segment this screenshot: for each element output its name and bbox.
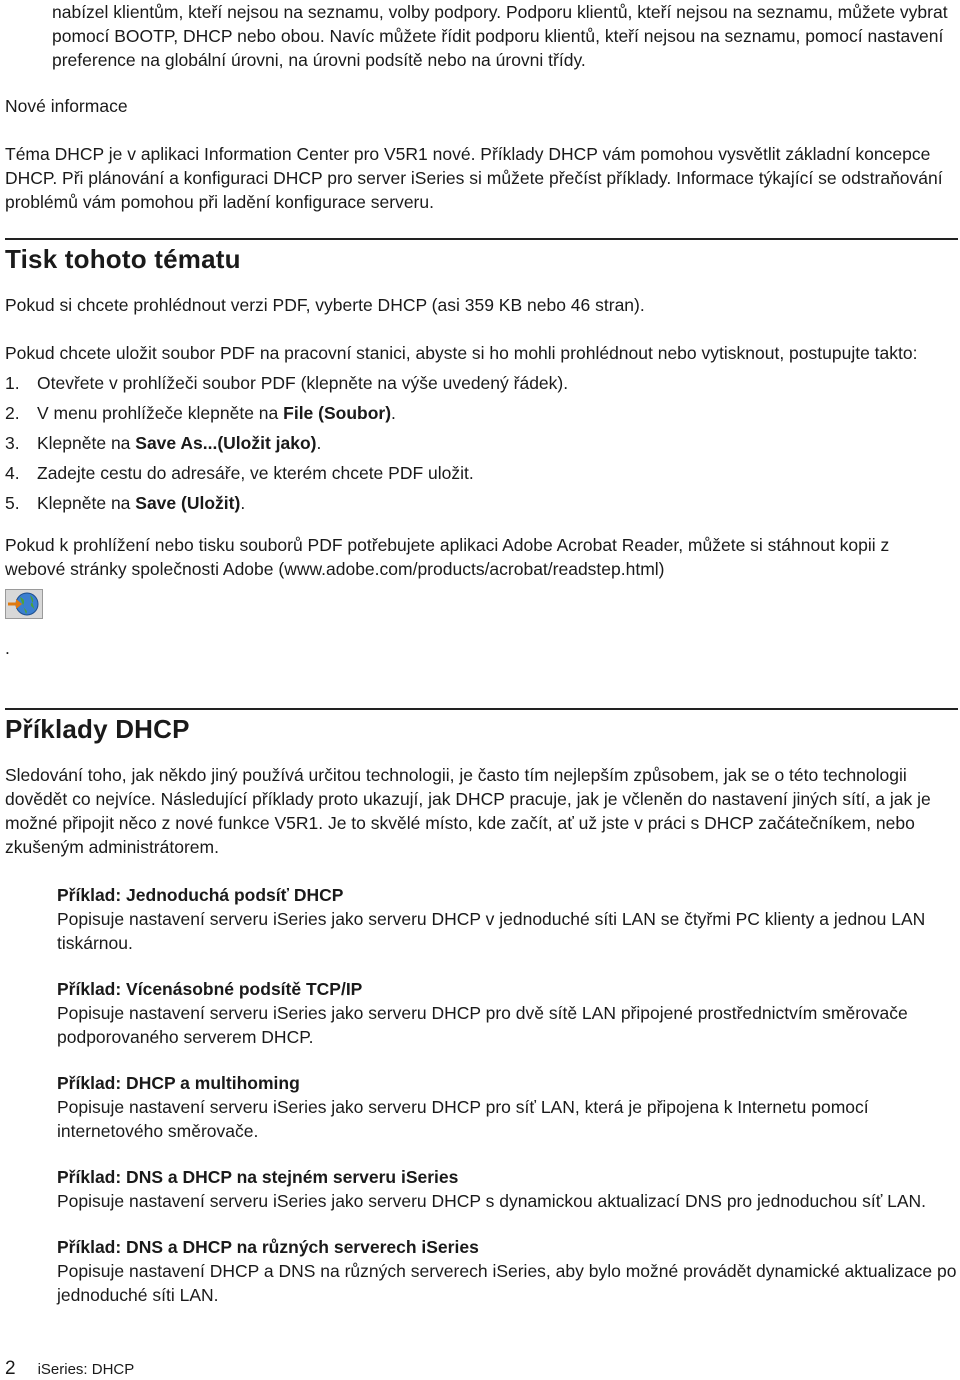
save-instructions-paragraph: Pokud chcete uložit soubor PDF na pracovní stanici, abyste si ho mohli prohlédnout nebo vytisknout, postupujte takto:: [5, 343, 918, 363]
step-text: [37, 491, 245, 515]
example-title-link[interactable]: Příklad: DNS a DHCP na různých serverech iSeries: [57, 1237, 479, 1257]
page-number: 2: [5, 1358, 16, 1379]
example-description: Popisuje nastavení serveru iSeries jako serveru DHCP pro dvě sítě LAN připojené prostřednictvím směrovače podporovaného serverem DHCP.: [57, 1003, 908, 1047]
news-paragraph: Téma DHCP je v aplikaci Information Center pro V5R1 nové. Příklady DHCP vám pomohou vysvětlit základní koncepce DHCP. Při plánování a konfiguraci DHCP pro server iSeries si můžete přečíst příklady. Informace týkající se odstraňování problémů vám pomohou při ladění konfigurace serveru.: [5, 144, 943, 212]
save-step: [5, 371, 958, 395]
example-item: [57, 1235, 957, 1307]
external-link-globe-icon[interactable]: [5, 589, 43, 619]
print-section: [5, 238, 958, 660]
step-text-plain: Zadejte cestu do adresáře, ve kterém chcete PDF uložit.: [37, 463, 474, 483]
step-text: [37, 371, 568, 395]
page-footer: [5, 1358, 134, 1380]
step-text-end: .: [240, 493, 246, 513]
step-text-plain: Otevřete v prohlížeči soubor PDF (klepněte na výše uvedený řádek).: [37, 373, 569, 393]
example-item: [57, 977, 957, 1049]
section-rule: [5, 238, 958, 240]
step-text: [37, 431, 321, 455]
examples-list: [57, 883, 957, 1307]
save-step: [5, 401, 958, 425]
step-text-bold: Save As...(Uložit jako): [135, 433, 317, 453]
save-step: [5, 491, 958, 515]
step-text-bold: Save (Uložit): [135, 493, 241, 513]
step-text-plain: Klepněte na: [37, 433, 136, 453]
adobe-text[interactable]: Pokud k prohlížení nebo tisku souborů PDF potřebujete aplikaci Adobe Acrobat Reader, můžete si stáhnout kopii z webové stránky společnosti Adobe (www.adobe.com/products/acrobat/readstep.html): [5, 535, 890, 579]
step-text-end: .: [316, 433, 322, 453]
intro-block: [52, 0, 952, 72]
print-section-title: Tisk tohoto tématu: [5, 244, 241, 274]
step-text: [37, 461, 474, 485]
example-description: Popisuje nastavení DHCP a DNS na různých serverech iSeries, aby bylo možné provádět dynamické aktualizace po jednoduché síti LAN.: [57, 1261, 957, 1305]
example-item: [57, 1165, 957, 1213]
example-description: Popisuje nastavení serveru iSeries jako serveru DHCP v jednoduché síti LAN se čtyřmi PC klienty a jednou LAN tiskárnou.: [57, 909, 926, 953]
footer-label: iSeries: DHCP: [37, 1361, 135, 1378]
step-number: 5.: [5, 493, 20, 513]
intro-paragraph: nabízel klientům, kteří nejsou na seznamu, volby podpory. Podporu klientů, kteří nejsou na seznamu, můžete vybrat pomocí BOOTP, DHCP nebo obou. Navíc můžete řídit podporu klientů, kteří nejsou na seznamu, pomocí nastavení preference na globální úrovni, na úrovni podsítě nebo na úrovni třídy.: [52, 2, 948, 70]
step-number: 2.: [5, 403, 20, 423]
section-rule: [5, 708, 958, 710]
step-text-plain: V menu prohlížeče klepněte na: [37, 403, 284, 423]
step-text: [37, 401, 396, 425]
step-number: 4.: [5, 463, 20, 483]
step-number: 1.: [5, 373, 20, 393]
trailing-dot: .: [5, 638, 10, 658]
news-block: [5, 94, 950, 214]
example-title-link[interactable]: Příklad: Jednoduchá podsíť DHCP: [57, 885, 344, 905]
example-description: Popisuje nastavení serveru iSeries jako serveru DHCP pro síť LAN, která je připojena k Internetu pomocí internetového směrovače.: [57, 1097, 869, 1141]
save-step: [5, 461, 958, 485]
examples-intro: Sledování toho, jak někdo jiný používá určitou technologii, je často tím nejlepším způsobem, jak se o této technologii dovědět co nejvíce. Následující příklady proto ukazují, jak DHCP pracuje, jak je včleněn do nastavení jiných sítí, a jak je možné připojit něco z nové funkce V5R1. Je to skvělé místo, kde začít, ať už jste v práci s DHCP začátečníkem, nebo zkušeným administrátorem.: [5, 765, 931, 857]
example-item: [57, 1071, 957, 1143]
adobe-paragraph: [5, 533, 950, 581]
step-number: 3.: [5, 433, 20, 453]
example-title-link[interactable]: Příklad: DHCP a multihoming: [57, 1073, 300, 1093]
save-step: [5, 431, 958, 455]
example-title-link[interactable]: Příklad: Vícenásobné podsítě TCP/IP: [57, 979, 363, 999]
step-text-end: .: [391, 403, 396, 423]
example-description: Popisuje nastavení serveru iSeries jako serveru DHCP s dynamickou aktualizací DNS pro jednoduchou síť LAN.: [57, 1191, 927, 1211]
step-text-plain: Klepněte na: [37, 493, 136, 513]
external-link-icon-wrap[interactable]: [5, 589, 958, 624]
example-title-link[interactable]: Příklad: DNS a DHCP na stejném serveru iSeries: [57, 1167, 459, 1187]
example-item: [57, 883, 957, 955]
step-text-bold: File (Soubor): [283, 403, 392, 423]
examples-section: [5, 708, 958, 1329]
save-steps-list: [5, 371, 958, 515]
examples-section-title: Příklady DHCP: [5, 714, 190, 744]
pdf-link-paragraph[interactable]: [5, 293, 950, 317]
news-heading: Nové informace: [5, 96, 128, 116]
pdf-link[interactable]: Pokud si chcete prohlédnout verzi PDF, vyberte DHCP (asi 359 KB nebo 46 stran).: [5, 295, 645, 315]
